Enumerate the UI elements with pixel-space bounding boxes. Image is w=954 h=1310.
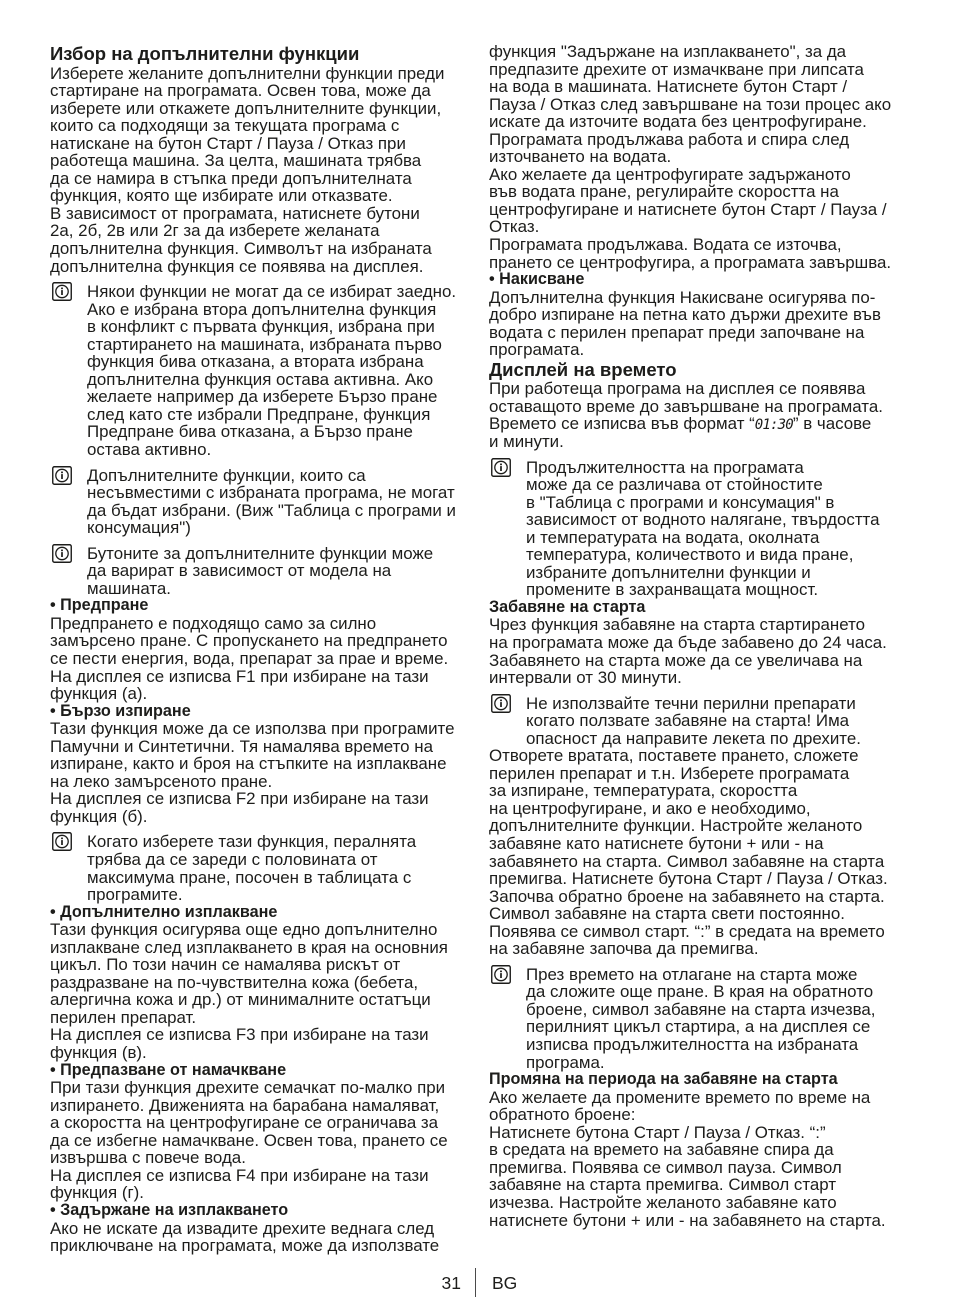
text-line: • Допълнително изплакване: [50, 902, 278, 921]
text-line: • Накисване: [489, 270, 585, 289]
paragraph: [50, 921, 468, 1061]
text-line: след като сте избрали Предпране, функция: [87, 404, 431, 424]
info-icon: [52, 832, 72, 851]
subheading: [489, 599, 907, 617]
text-line: забавяне на старта премигва. Символ старт: [489, 1175, 837, 1195]
text-line: забавянето на старта. Символ забавяне на старта: [489, 851, 885, 871]
text-line: натиснете бутони + или - на забавянето на старта.: [489, 1210, 886, 1230]
text-line: На дисплея се изписва F1 при избиране на тази: [50, 666, 429, 686]
text-line: Не използвайте течни перилни препарати: [526, 693, 856, 713]
text-line: да варират в зависимост от модела на: [87, 561, 392, 581]
text-line: Пауза / Отказ след завършване на този процес ако: [489, 94, 892, 114]
text-line: трябва да се зареди с половината от: [87, 850, 378, 870]
text-line: Отворете вратата, поставете прането, сложете: [489, 746, 859, 766]
text-line: на леко замърсеното пране.: [50, 771, 273, 791]
text-line: Тази функция осигурява още едно допълнително: [50, 920, 438, 940]
text-line: премигва. Натиснете бутона Старт / Пауза / Отказ.: [489, 869, 888, 889]
info-icon: [52, 466, 72, 485]
footer-divider: [475, 1268, 476, 1297]
text-line: Ако не искате да извадите дрехите веднага след: [50, 1218, 435, 1238]
text-line: • Предпазване от намачкване: [50, 1060, 287, 1079]
info-icon: [491, 694, 511, 713]
text-line: може да се различава от стойностите: [526, 475, 823, 495]
text-line: функция, която ще избирате или отказвате.: [50, 186, 393, 206]
text-line: зависимост от водното налягане, твърдостта: [526, 510, 880, 530]
text-line: Когато изберете тази функция, пералнята: [87, 832, 417, 852]
text-fragment: Времето се изписва във формат “: [489, 414, 755, 434]
info-note: [489, 459, 907, 599]
text-fragment: ” в часове: [792, 414, 872, 434]
text-line: премигва. Появява се символ пауза. Символ: [489, 1157, 842, 1177]
text-line: обратното броене:: [489, 1105, 636, 1125]
text-line: водата с перилен препарат преди започване на: [489, 322, 865, 342]
text-line: Отказ.: [489, 217, 540, 237]
subheading: [489, 1071, 907, 1089]
subheading: [50, 703, 468, 721]
text-line: да се намира в стъпка преди допълнителната: [50, 168, 412, 188]
text-line: избраните допълнителни функции и: [526, 562, 811, 582]
text-line: Изберете желаните допълнителни функции преди: [50, 63, 445, 83]
text-line: Предпране бива отказана, а Бързо пране: [87, 422, 413, 442]
subheading: [50, 597, 468, 615]
text-line: цикъл. По този начин се намалява рискът от: [50, 955, 401, 975]
text-line: опасност да направите лекета по дрехите.: [526, 728, 861, 748]
text-line: функция "Задържане на изплакването", за да: [489, 42, 847, 61]
text-line: Избор на допълнителни функции: [50, 43, 360, 64]
subheading: [50, 1062, 468, 1080]
text-line: Допълнителните функции, които са: [87, 465, 366, 485]
right-column: [489, 43, 907, 1229]
text-line: остава активно.: [87, 439, 212, 459]
info-note: [50, 833, 468, 903]
text-line: При тази функция дрехите семачкат по-малко при: [50, 1078, 446, 1098]
text-line: когато ползвате забавяне на старта! Има: [526, 711, 850, 731]
text-line: Забавянето на старта може да се увеличава на: [489, 650, 863, 670]
text-line: • Задържане на изплакването: [50, 1200, 289, 1219]
text-line: Промяна на периода на забавяне на старта: [489, 1070, 838, 1089]
text-line: на вода в машината. Натиснете бутон Старт /: [489, 77, 848, 97]
text-line: приключване на програмата, може да използвате: [50, 1236, 440, 1256]
text-line: програма.: [526, 1052, 605, 1072]
text-line: предпазите дрехите от измачкване при липсата: [489, 59, 864, 79]
text-line: Бутоните за допълнителните функции може: [87, 543, 434, 563]
page-number: 31: [441, 1273, 461, 1293]
text-line: Продължителността на програмата: [526, 457, 804, 477]
text-line: На дисплея се изписва F2 при избиране на тази: [50, 789, 429, 809]
text-line: допълнителна функция остава активна. Ако: [87, 369, 434, 389]
text-line: Програмата продължава. Водата се източва,: [489, 235, 842, 255]
text-line: изпирането. Движенията на барабана намаляват,: [50, 1095, 440, 1115]
text-line: да бъдат избрани. (Виж "Таблица с програми и: [87, 500, 456, 520]
paragraph: [489, 616, 907, 686]
text-line: консумация"): [87, 518, 191, 538]
text-line: изчезва. Настройте желаното забавяне като: [489, 1192, 837, 1212]
paragraph: [50, 615, 468, 703]
text-line: прането се центрофугира, а програмата завършва.: [489, 252, 892, 272]
text-line: Забавяне на старта: [489, 597, 646, 616]
text-line: максимума пране, посочен в таблицата с: [87, 867, 412, 887]
text-line: Започва обратно броене на забавянето на старта.: [489, 886, 885, 906]
text-line: В зависимост от програмата, натиснете бутони: [50, 203, 420, 223]
text-line: На дисплея се изписва F3 при избиране на тази: [50, 1025, 429, 1045]
text-line: се пести енергия, вода, препарат за прае и време.: [50, 649, 449, 668]
text-line: [489, 415, 871, 433]
info-note: [50, 467, 468, 537]
paragraph: [489, 289, 907, 359]
paragraph: [489, 380, 907, 450]
paragraph: [489, 747, 907, 958]
text-line: Дисплей на времето: [489, 358, 677, 380]
time-format-display: 01:30: [754, 417, 793, 434]
text-line: желаете например да изберете Бързо пране: [87, 387, 438, 407]
text-line: Натиснете бутона Старт / Пауза / Отказ. “:”: [489, 1122, 826, 1142]
text-line: на забавяне започва да премигва.: [489, 939, 759, 959]
text-line: в "Таблица с програми и консумация" в: [526, 492, 835, 512]
text-line: функция бива отказана, а втората избрана: [87, 352, 424, 372]
text-line: При работеща програма на дисплея се появява: [489, 379, 866, 399]
paragraph: [50, 65, 468, 276]
paragraph: [489, 1089, 907, 1229]
text-line: да сложите още пране. В края на обратното: [526, 982, 874, 1002]
paragraph: [50, 720, 468, 825]
text-line: функция (в).: [50, 1043, 147, 1063]
text-line: източването на водата.: [489, 147, 672, 167]
text-line: а скоростта на центрофугиране се ограничава за: [50, 1113, 439, 1133]
text-line: функция (а).: [50, 684, 148, 704]
text-line: забавяне като натиснете бутони + или - на: [489, 834, 824, 854]
text-line: на програмата може да бъде забавено до 24 часа.: [489, 633, 887, 652]
text-line: програмите.: [87, 885, 183, 905]
text-line: Символ забавяне на старта свети постоянно.: [489, 904, 845, 924]
text-line: 2а, 2б, 2в или 2г за да изберете желаната: [50, 221, 380, 241]
text-line: Чрез функция забавяне на старта стартирането: [489, 615, 866, 635]
language-code: BG: [492, 1273, 518, 1293]
text-line: Ако е избрана втора допълнителна функция: [87, 299, 437, 319]
text-line: в средата на времето на забавяне спира да: [489, 1140, 834, 1160]
text-line: работеща машина. За целта, машината трябва: [50, 151, 422, 171]
paragraph: [50, 1220, 468, 1255]
info-icon: [52, 544, 72, 563]
text-line: искате да източите водата без центрофугиране.: [489, 112, 867, 132]
text-line: Тази функция може да се използва при програмите: [50, 719, 455, 739]
subheading: [489, 271, 907, 289]
text-line: които са подходящи за текущата програма с: [50, 116, 400, 136]
text-line: машината.: [87, 578, 171, 598]
info-note: [489, 695, 907, 748]
text-line: алергична кожа и др.) от минималните остатъци: [50, 990, 431, 1010]
subheading: [50, 904, 468, 922]
text-line: допълнителна функция. Символът на избраната: [50, 238, 432, 258]
text-line: функция (б).: [50, 806, 148, 826]
text-line: изпиране, както и броя на стъпките на изплакване: [50, 754, 447, 774]
section-heading: [489, 359, 907, 381]
paragraph: [489, 43, 907, 271]
text-line: стартирането на машината, избраната първо: [87, 334, 442, 354]
text-line: Ако желаете да центрофугирате задържаното: [489, 164, 851, 184]
text-line: Програмата продължава работа и спира след: [489, 129, 850, 149]
text-line: и температурата на водата, околната: [526, 527, 820, 547]
text-line: изплакване след изплакването в края на основния: [50, 937, 448, 957]
text-line: програмата.: [489, 340, 585, 360]
text-line: промените в захранващата мощност.: [526, 580, 819, 600]
text-line: замърсено пране. С пропускането на предпрането: [50, 631, 448, 651]
text-line: перилен препарат и т.н. Изберете програмата: [489, 763, 850, 783]
section-heading: [50, 43, 468, 65]
text-line: перилният цикъл стартира, а на дисплея се: [526, 1017, 871, 1037]
text-line: оставащото време до завършване на програмата.: [489, 396, 883, 416]
left-column: [50, 43, 468, 1255]
text-line: интервали от 30 минути.: [489, 668, 682, 688]
text-line: добро изпиране на петна като държи дрехите във: [489, 305, 881, 325]
text-line: несъвместими с избраната програма, не могат: [87, 483, 455, 503]
text-line: перилен препарат.: [50, 1007, 197, 1027]
text-line: изберете или откажете допълнителните функции,: [50, 98, 442, 118]
subheading: [50, 1202, 468, 1220]
text-line: да се избегне намачкване. Освен това, прането се: [50, 1130, 448, 1150]
text-line: центрофугиране и натиснете бутон Старт / Пауза /: [489, 199, 887, 219]
info-icon: [491, 458, 511, 477]
text-line: Памучни и Синтетични. Тя намалява времето на: [50, 736, 433, 756]
paragraph: [50, 1079, 468, 1202]
text-line: раздразване на по-чувствителна кожа (бебета,: [50, 972, 419, 992]
info-icon: [491, 965, 511, 984]
text-line: извършва с повече вода.: [50, 1148, 246, 1168]
text-line: Допълнителна функция Накисване осигурява по-: [489, 287, 876, 307]
text-line: на центрофугиране, и ако е необходимо,: [489, 798, 811, 818]
text-line: допълнителна функция се появява на дисплея.: [50, 256, 424, 276]
info-note: [489, 966, 907, 1071]
text-line: Ако желаете да промените времето по време на: [489, 1087, 871, 1107]
text-line: за изпиране, температурата, скоростта: [489, 781, 798, 801]
text-line: изписва продължителността на избраната: [526, 1035, 859, 1055]
text-line: Някои функции не могат да се избират заедно.: [87, 282, 457, 302]
text-line: в конфликт с първата функция, избрана при: [87, 317, 435, 337]
info-note: [50, 545, 468, 598]
text-line: температура, количеството и вида пране,: [526, 545, 854, 565]
text-line: Появява се символ старт. “:” в средата на времето: [489, 921, 885, 941]
text-line: допълнителните функции. Настройте желаното: [489, 816, 863, 836]
text-line: • Предпране: [50, 596, 149, 615]
text-line: във водата пране, регулирайте скоростта на: [489, 182, 839, 202]
text-line: Предпрането е подходящо само за силно: [50, 613, 377, 633]
text-line: През времето на отлагане на старта може: [526, 964, 858, 984]
text-line: функция (г).: [50, 1183, 144, 1203]
text-line: и минути.: [489, 431, 564, 451]
info-icon: [52, 282, 72, 301]
text-line: • Бързо изпиране: [50, 701, 191, 720]
text-line: натискане на бутон Старт / Пауза / Отказ при: [50, 133, 406, 153]
text-line: стартиране на програмата. Освен това, може да: [50, 81, 431, 101]
info-note: [50, 283, 468, 458]
text-line: На дисплея се изписва F4 при избиране на тази: [50, 1165, 429, 1185]
text-line: броене, символ забавяне на старта изчезва,: [526, 999, 876, 1019]
